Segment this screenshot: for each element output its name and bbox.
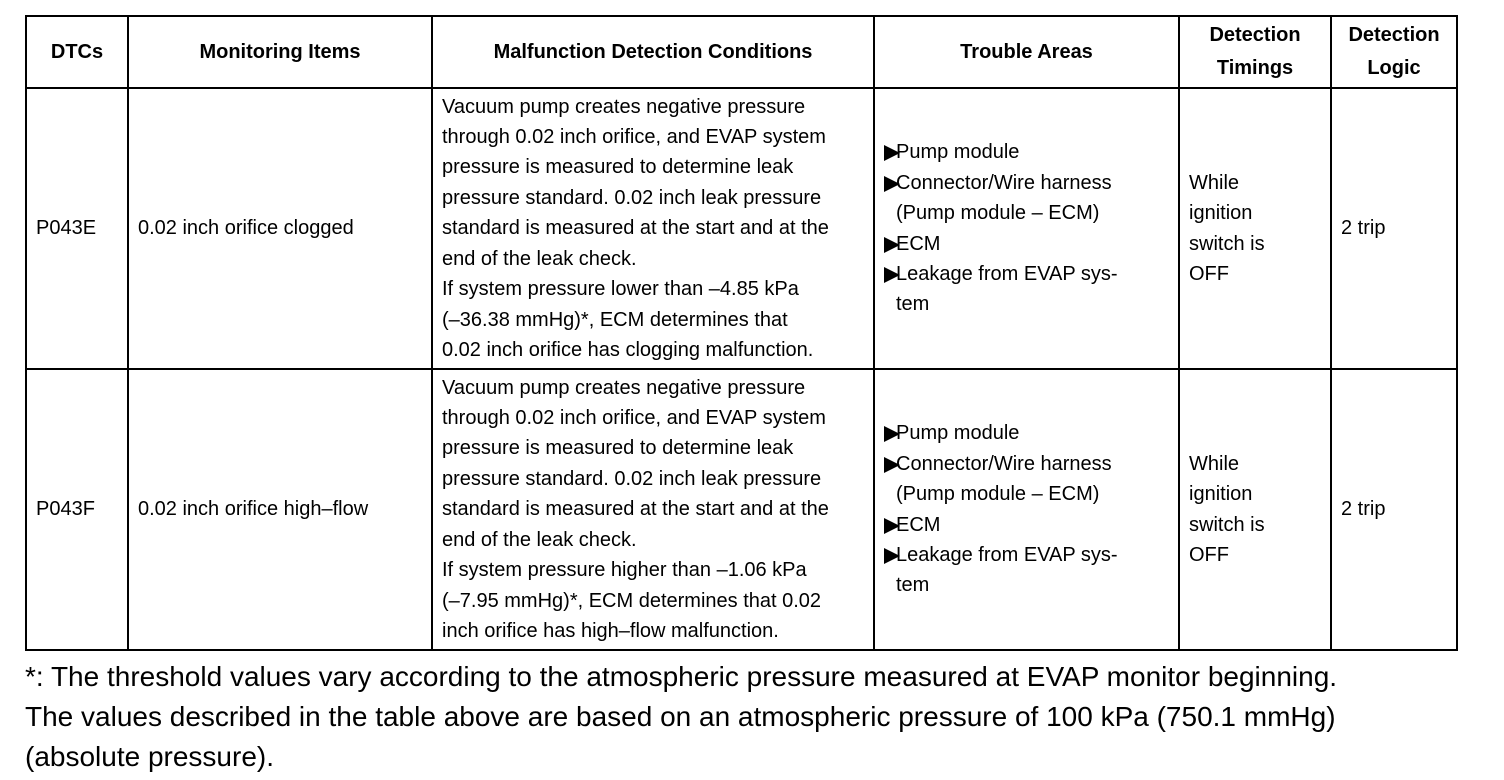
- condition-line: Vacuum pump creates negative pressure: [442, 95, 806, 118]
- condition-line: (–7.95 mmHg)*, ECM determines that 0.02: [442, 589, 822, 612]
- condition-line: pressure is measured to determine leak: [442, 437, 794, 460]
- header-trouble-areas: Trouble Areas: [874, 16, 1179, 88]
- condition-line: If system pressure lower than –4.85 kPa: [442, 278, 799, 301]
- footnote: [25, 657, 1465, 777]
- condition-line: pressure standard. 0.02 inch leak pressure: [442, 467, 822, 490]
- condition-line: standard is measured at the start and at the: [442, 498, 829, 521]
- condition-line: 0.02 inch orifice has clogging malfunction.: [442, 338, 814, 361]
- detection-timing: While ignition switch is OFF: [1179, 369, 1331, 650]
- trouble-area-item: Pump module: [884, 418, 1169, 448]
- trouble-areas: [874, 369, 1179, 650]
- dtc-code: P043F: [26, 369, 128, 650]
- trouble-area-item: Connector/Wire harness (Pump module – ECM): [884, 449, 1169, 510]
- trouble-area-item: Connector/Wire harness (Pump module – ECM): [884, 168, 1169, 229]
- trouble-area-item: Leakage from EVAP sys- tem: [884, 259, 1169, 320]
- condition-line: pressure is measured to determine leak: [442, 156, 794, 179]
- dtc-table: [25, 15, 1458, 651]
- detection-logic: 2 trip: [1331, 369, 1457, 650]
- condition-line: through 0.02 inch orifice, and EVAP system: [442, 407, 826, 430]
- condition-line: end of the leak check.: [442, 247, 637, 270]
- trouble-area-item: ECM: [884, 510, 1169, 540]
- detection-timing: While ignition switch is OFF: [1179, 88, 1331, 369]
- dtc-code: P043E: [26, 88, 128, 369]
- condition-line: inch orifice has high–flow malfunction.: [442, 619, 779, 642]
- footnote-line: The values described in the table above are based on an atmospheric pressure of 100 kPa (750.1 mmHg): [25, 701, 1336, 732]
- header-detection-timings: Detection Timings: [1179, 16, 1331, 88]
- condition-line: through 0.02 inch orifice, and EVAP system: [442, 126, 826, 149]
- monitoring-item: 0.02 inch orifice high–flow: [128, 369, 432, 650]
- header-monitoring-items: Monitoring Items: [128, 16, 432, 88]
- table-row: [26, 88, 1457, 369]
- trouble-area-item: ECM: [884, 229, 1169, 259]
- trouble-areas: [874, 88, 1179, 369]
- condition-line: (–36.38 mmHg)*, ECM determines that: [442, 308, 788, 331]
- detection-conditions: [432, 369, 874, 650]
- condition-line: If system pressure higher than –1.06 kPa: [442, 559, 807, 582]
- trouble-area-list: [884, 418, 1169, 600]
- condition-line: Vacuum pump creates negative pressure: [442, 376, 806, 399]
- condition-line: end of the leak check.: [442, 528, 637, 551]
- trouble-area-list: [884, 137, 1169, 319]
- trouble-area-item: Pump module: [884, 137, 1169, 167]
- footnote-line: *: The threshold values vary according to the atmospheric pressure measured at EVAP monitor beginning.: [25, 661, 1338, 692]
- header-detection-logic: Detection Logic: [1331, 16, 1457, 88]
- detection-conditions: [432, 88, 874, 369]
- detection-logic: 2 trip: [1331, 88, 1457, 369]
- footnote-line: (absolute pressure).: [25, 741, 275, 772]
- table-row: [26, 369, 1457, 650]
- header-malfunction-detection-conditions: Malfunction Detection Conditions: [432, 16, 874, 88]
- condition-line: pressure standard. 0.02 inch leak pressure: [442, 186, 822, 209]
- monitoring-item: 0.02 inch orifice clogged: [128, 88, 432, 369]
- table-header-row: [26, 16, 1457, 88]
- trouble-area-item: Leakage from EVAP sys- tem: [884, 540, 1169, 601]
- condition-line: standard is measured at the start and at the: [442, 217, 829, 240]
- header-dtcs: DTCs: [26, 16, 128, 88]
